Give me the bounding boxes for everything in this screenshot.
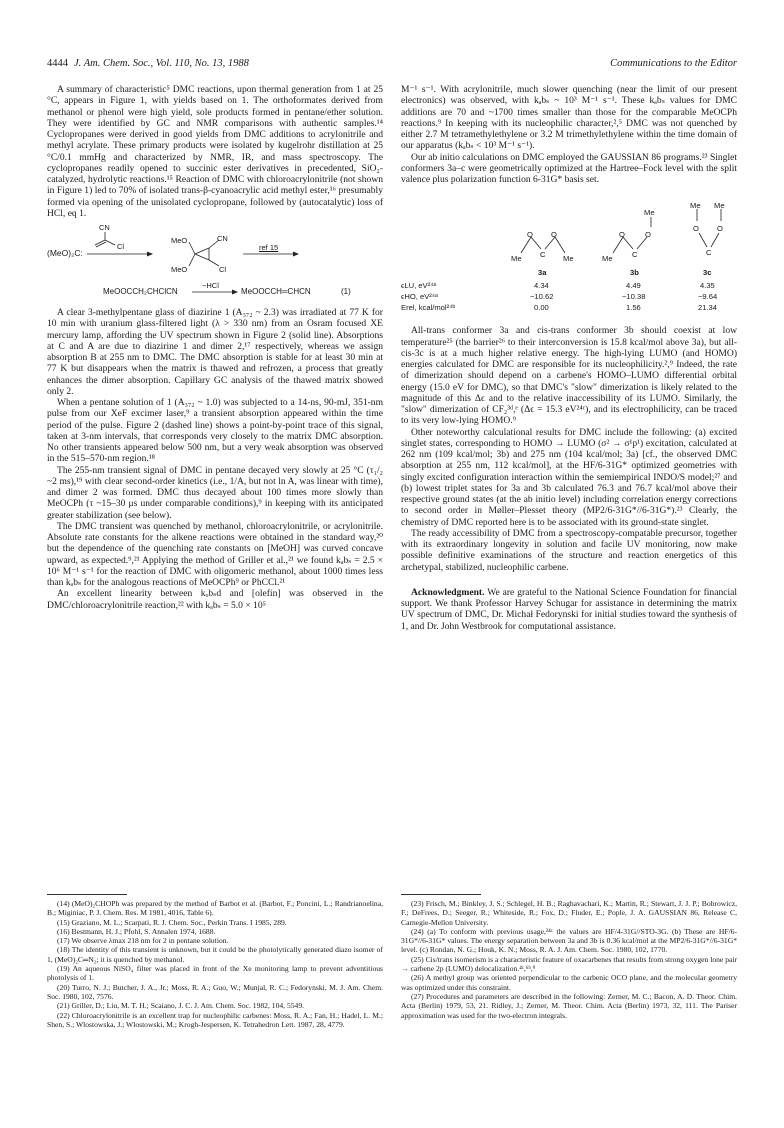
table-cell: 21.34 — [698, 303, 718, 313]
row-label-lumo: ϵLU, eV²⁴ᵃ — [401, 281, 437, 291]
o-label: O — [527, 230, 533, 240]
row-label-erel: Erel, kcal/mol²⁴ᵇ — [401, 303, 456, 313]
conformer-label: 3c — [703, 268, 712, 278]
o-label: O — [645, 230, 651, 240]
dmc-formula: (MeO)₂C: — [47, 248, 83, 258]
o-label: O — [693, 224, 699, 234]
journal-citation: J. Am. Chem. Soc., Vol. 110, No. 13, 1988 — [74, 58, 249, 69]
ref-label: ref 15 — [259, 243, 279, 252]
row-label-homo: ϵHO, eV²⁴ᵃ — [401, 292, 438, 302]
reaction-scheme — [47, 222, 383, 302]
paragraph: All-trans conformer 3a and cis-trans conformer 3b should coexist at low temperature²⁵ (the barrier²⁶ to their interconversion is 15.8 kcal/mol above 3a), but all-cis-3c is at a much higher relative energy. The high-lying LUMO (and HOMO) energies calculated for DMC are responsible for its nucleophilicity.²,⁹ Indeed, the rate of dimerization should depend on a carbene's HOMO–LUMO differential orbital energy (15.0 eV for DMC), so that DMC's "slow" dimerization is likely related to the magnitude of this Δϵ and to the relative inaccessibility of its LUMO. Similarly, the "slow" dimerization of CF₂³ᵈ,ᵉ (Δϵ = 15.3 eV²⁴ᶜ), and its electrophilicity, can be traced to its very low-lying HOMO.⁹ — [401, 325, 737, 427]
footnote: (21) Griller, D.; Liu, M. T. H.; Scaiano, J. C. J. Am. Chem. Soc. 1982, 104, 5549. — [57, 1001, 305, 1011]
footnote: (15) Graziano, M. L.; Scarpati, R. J. Chem. Soc., Perkin Trans. I 1985, 289. — [57, 917, 287, 927]
acknowledgment-text: We are grateful to the National Science Foundation for financial support. We thank Professor Harvey Schugar for assistance in determining the matrix UV spectrum of DMC, Dr. Michał Fedorynski for initial studies toward the synthesis of 1, and Dr. John Westbrook for computational assistance. — [401, 586, 737, 632]
footnote: (24) (a) To conform with previous usage,²⁴ᶜ the values are HF/4-31G//STO-3G. (b) These are HF/6-31G*//6-31G* values. The energy separation between 3a and 3b is 0.36 kcal/mol at the MP2/6-31G*//6-31G* level. (c) Rondan, N. G.; Houk, K. N.; Moss, R. A. J. Am. Chem. Soc. 1980, 102, 1770. — [401, 926, 737, 955]
cn-label: CN — [217, 234, 228, 243]
header-left — [47, 58, 249, 69]
footnote: (19) An aqueous NiSO₄ filter was placed in front of the Xe monitoring lamp to prevent adventitious photolysis of 1. — [47, 964, 383, 983]
table-cell: 4.34 — [534, 281, 549, 291]
paragraph: The DMC transient was quenched by methanol, chloroacrylonitrile, or acrylonitrile. Absolute rate constants for the alkene reactions were obtained in the standard way,²⁰ but the dependence of the quenching rate constants on [MeOH] was curved concave upward, as expected.⁹,²¹ Applying the method of Griller et al.,²¹ we found kₐbₛ = 2.5 × 10⁶ M⁻¹ s⁻¹ for the reaction of DMC with oligomeric methanol, about 1000 times less than kₐbₛ for the analogous reactions of MeOCPh⁹ or PhCCl.²¹ — [47, 520, 383, 588]
table-cell: 0.00 — [534, 303, 549, 313]
section-title: Communications to the Editor — [610, 58, 737, 69]
footnote: (16) Bestmann, H. J.; Pfohl, S. Annalen 1974, 1688. — [57, 926, 216, 936]
table-cell: −10.38 — [622, 292, 646, 302]
product-left: MeOOCCH₂CHClCN — [103, 287, 178, 296]
paragraph: The 255-nm transient signal of DMC in pentane decayed very slowly at 25 °C (τ₁/₂ ~2 ms),¹⁹ with clear second-order kinetics (i.e., 1/A, but not ln A, was linear with time), and dimer 2 was formed. DMC thus decayed about 100 times more slowly than MeOCPh (τ ~15–30 μs under comparable conditions),⁹ in keeping with its anticipated greater stabilization (see below). — [47, 464, 383, 521]
paragraph: When a pentane solution of 1 (A₃₇₂ ~ 1.0) was subjected to a 14-ns, 90-mJ, 351-nm pulse from our XeF excimer laser,⁹ a transient absorption appeared within the time period of the pulse. Figure 2 (dashed line) shows a point-by-point trace of this signal, taken at 3-nm intervals, that corresponds very closely to the matrix DMC absorption. No other transients appeared below 500 nm, but a very weak absorption was observed in the 515–570-nm region.¹⁸ — [47, 397, 383, 465]
table-cell: 4.35 — [700, 281, 715, 291]
left-column — [47, 84, 383, 611]
cl-label: Cl — [219, 265, 227, 274]
footnote: (26) A methyl group was oriented perpendicular to the carbenic OCO plane, and the molecular geometry was optimized under this constraint. — [401, 973, 737, 992]
c-label: C — [632, 250, 638, 260]
meo-label: MeO — [171, 236, 188, 245]
table-cell: 1.56 — [626, 303, 641, 313]
acknowledgment-heading: Acknowledgment. — [411, 586, 485, 598]
me-label: Me — [644, 208, 655, 218]
me-label: Me — [714, 201, 725, 211]
paragraph: M⁻¹ s⁻¹. With acrylonitrile, much slower quenching (near the limit of our present electronics) was observed, with kₐbₛ ~ 10³ M⁻¹ s⁻¹. These kₐbₛ values for DMC additions are 70 and ~1700 times smaller than those for the comparable MeOCPh reactions.⁹ In keeping with its nucleophilic character,²,⁵ DMC was not quenched by either 2.7 M tetramethylethylene or 3.2 M trimethylethylene within the time domain of our apparatus (kₐbₛ < 10³ M⁻¹ s⁻¹). — [401, 84, 737, 152]
footnote-rule — [47, 894, 127, 895]
meo-label: MeO — [171, 265, 188, 274]
product-right: MeOOCCH═CHCN — [241, 287, 311, 296]
acknowledgment — [401, 587, 737, 632]
conformer-label: 3a — [538, 268, 547, 278]
footnote: (20) Turro, N. J.; Butcher, J. A., Jr.; Moss, R. A.; Guo, W.; Munjal, R. C.; Fedorynski, M. J. Am. Chem. Soc. 1980, 102, 7576. — [47, 982, 383, 1001]
cl-label: Cl — [117, 242, 125, 251]
me-label: Me — [511, 254, 522, 264]
me-label: Me — [690, 201, 701, 211]
paragraph: A clear 3-methylpentane glass of diazirine 1 (A₃₇₂ ~ 2.3) was irradiated at 77 K for 10 min with uranium glass-filtered light (λ > 330 nm) from an Osram focused XE mercury lamp, affording the UV spectrum shown in Figure 2 (solid line). Absorptions at C and A are due to diazirine 1 and dimer 2,¹⁷ respectively, whereas we assign absorption B at 255 nm to DMC. The DMC absorption is stable for at least 30 min at 77 K but disappears when the matrix is thawed and refrozen, a process that greatly enhances the dimer absorption. Capillary GC analysis of the thawed matrix showed only 2. — [47, 307, 383, 397]
page-header — [47, 58, 737, 74]
paragraph: Other noteworthy calculational results for DMC include the following: (a) excited singlet states, corresponding to HOMO → LUMO (σ² → σ¹p¹) excitation, calculated at 262 nm (109 kcal/mol; 3b) and 275 nm (104 kcal/mol; 3a) [cf., the observed DMC absorption at 255 nm, 112 kcal/mol], at the HF/6-31G* optimized geometries with singly excited configuration interaction within the semiempirical INDO/S model;²⁷ and (b) lowest triplet states for 3a and 3b calculated 76.3 and 76.7 kcal/mol above their respective ground states (at the ab initio level) including correlation energy corrections to second order in Møller–Plesset theory (MP2/6-31G*//6-31G*).²³ Clearly, the chemistry of DMC reported here is to be associated with its ground-state singlet. — [401, 426, 737, 528]
footnote: (18) The identity of this transient is unknown, but it could be the photolytically generated diazo isomer of 1, (MeO)₂C═N₂; it is quenched by methanol. — [47, 945, 383, 964]
paragraph: A summary of characteristic⁵ DMC reactions, upon thermal generation from 1 at 25 °C, appears in Figure 1, with yields based on 1. The orthoformates derived from methanol or phenol were high yield, sole products formed in pentane/ether solution. They were identified by GC and NMR comparisons with authentic samples.¹⁴ Cyclopropanes were derived in good yields from DMC additions to acrylonitrile and methyl acrylate. These primary products were isolated by kugelrohr distillation at 25 °C/0.1 mmHg and characterized by NMR, IR, and mass spectroscopy. The cyclopropanes readily opened to succinic ester derivatives in precedented, SiO₂-catalyzed, hydrolytic reactions.¹⁵ Reaction of DMC with chloroacrylonitrile (not shown in Figure 1) led to 70% of isolated trans-β-cyanoacrylic acid methyl ester,¹⁶ presumably formed via opening of the unisolated cyclopropane, followed by (autocatalytic) loss of HCl, eq 1. — [47, 84, 383, 219]
table-cell: −10.62 — [530, 292, 554, 302]
footnote: (25) Cis/trans isomerism is a characteristic feature of oxacarbenes that results from strong oxygen lone pair → carbene 2p (LUMO) delocalization.⁴ᶜ,⁶ᵇ,⁹ — [401, 954, 737, 974]
footnotes-right — [401, 894, 737, 1020]
cn-label: CN — [99, 223, 110, 232]
footnote: (23) Frisch, M.; Binkley, J. S.; Schlegel, H. B.; Raghavachari, K.; Martin, R.; Stewart, J. J. P.; Bobrowicz, F.; DeFrees, D.; Seeger, R.; Whiteside, R.; Fox, D.; Fluder, E.; Pople, J. A. GAUSSIAN 86, Release C, Carnegie-Mellon University. — [401, 899, 737, 927]
o-label: O — [619, 230, 625, 240]
right-column — [401, 84, 737, 632]
footnote: (22) Chloroacrylonitrile is an excellent trap for nucleophilic carbenes: Moss, R. A.; Fan, H.; Hadel, L. M.; Shen, S.; Wlostowska, J.; Wlostowski, M.; Krogh-Jespersen, K. Tetrahedron Lett. 1987, 28, 4779. — [47, 1010, 383, 1029]
footnote: (14) (MeO)₂CHOPh was prepared by the method of Barbot et al. (Barbot, F.; Poncini, L.; Randrianoelina, B.; Miginiac, P. J. Chem. Res. M 1981, 4016, Table 6). — [47, 899, 383, 918]
table-cell: 4.49 — [626, 281, 641, 291]
o-label: O — [717, 224, 723, 234]
conformer-label: 3b — [630, 268, 639, 278]
footnote: (17) We observe λmax 218 nm for 2 in pentane solution. — [57, 936, 229, 946]
paragraph: The ready accessibility of DMC from a spectroscopy-compatable precursor, together with its extraordinary longevity in solution and facile UV monitoring, now make possible definitive examinations of the structure and reaction energetics of this archetypal, stabilized, nucleophilic carbene. — [401, 527, 737, 573]
table-cell: −9.64 — [698, 292, 718, 302]
footnotes-left — [47, 894, 383, 1029]
minus-hcl-label: −HCl — [202, 281, 219, 290]
o-label: O — [551, 230, 557, 240]
footnote-rule — [401, 894, 481, 895]
footnote: (27) Procedures and parameters are described in the following: Zerner, M. C.; Bacon, A. D. Theor. Chim. Acta (Berlin) 1979, 53, 21. Ridley, J.; Zerner, M. Theor. Chim. Acta (Berlin) 1973, 32, 111. The Pariser approximation was used for the two-electron integrals. — [401, 991, 737, 1020]
page-number: 4444 — [47, 58, 68, 69]
c-label: C — [706, 248, 712, 258]
conformer-table — [401, 187, 737, 319]
paragraph: Our ab initio calculations on DMC employed the GAUSSIAN 86 programs.²³ Singlet conformers 3a–c were geometrically optimized at the Hartree–Fock level with the split valence plus polarization function 6-31G* basis set. — [401, 151, 737, 185]
me-label: Me — [563, 254, 574, 264]
equation-number: (1) — [341, 287, 351, 296]
me-label: Me — [602, 254, 613, 264]
paragraph: An excellent linearity between kₒbₛd and [olefin] was observed in the DMC/chloroacrylonitrile reaction,²² with kₐbₛ = 5.0 × 10⁵ — [47, 588, 383, 611]
c-label: C — [540, 250, 546, 260]
